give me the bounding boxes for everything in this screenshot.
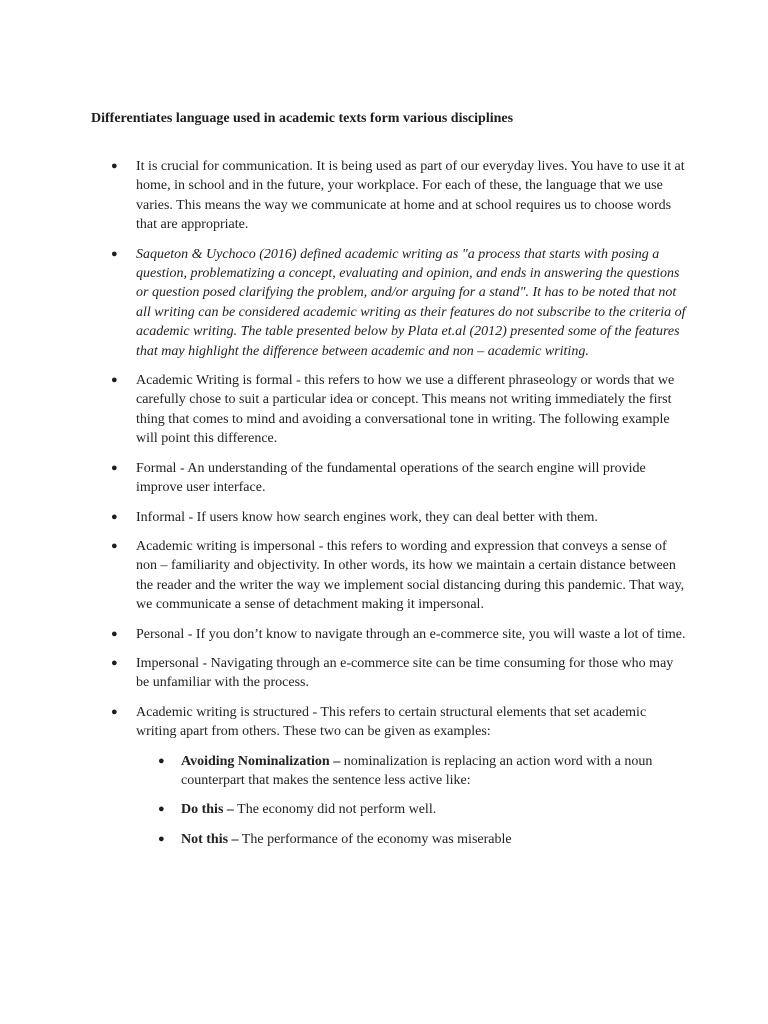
sub-list-item (136, 800, 688, 819)
list-item (91, 157, 688, 235)
list-item-text: Personal - If you don’t know to navigate through an e-commerce site, you will waste a lot of time. (136, 626, 686, 642)
bullet-icon: ● (111, 705, 118, 718)
bullet-icon: ● (111, 461, 118, 474)
list-item-text: It is crucial for communication. It is being used as part of our everyday lives. You have to use it at home, in school and in the future, your workplace. For each of these, the language that we use varies. This means the way we communicate at home and at school requires us to choose words that are appropriate. (136, 159, 685, 233)
list-item (91, 537, 688, 615)
bullet-icon: ● (111, 160, 118, 172)
bullet-icon: ● (111, 539, 118, 552)
sub-list-item (136, 830, 688, 849)
list-item (91, 508, 688, 527)
list-item-text: Academic writing is impersonal - this refers to wording and expression that conveys a sense of non – familiarity and objectivity. In other words, its how we maintain a certain distance between the reader and the writer the way we implement social distancing during this pandemic. That way, we communicate a sense of detachment making it impersonal. (136, 538, 685, 613)
bullet-icon: ● (111, 656, 118, 669)
bullet-icon: ● (111, 510, 118, 523)
sub-item-text: The performance of the economy was miserable (238, 831, 512, 847)
list-item-text: Saqueton & Uychoco (2016) defined academic writing as "a process that starts with posing a question, problematizing a concept, evaluating and opinion, and ends in answering the questions or question posed clarifying the problem, and/or arguing for a stand". It has to be noted that not all writing can be considered academic writing as their features do not subscribe to the criteria of academic writing. The table presented below by Plata et.al (2012) presented some of the features that may highlight the difference between academic and non – academic writing. (136, 246, 686, 359)
list-item (91, 703, 688, 849)
bullet-icon: ● (111, 247, 118, 260)
sub-bullet-list (136, 752, 688, 850)
sub-item-text: The economy did not perform well. (233, 802, 437, 818)
list-item-text: Academic Writing is formal - this refers to how we use a different phraseology or words that we carefully chose to suit a particular idea or concept. This means not writing immediately the first thing that comes to mind and avoiding a conversational tone in writing. The following example will point this difference. (136, 373, 675, 447)
list-item (91, 245, 688, 361)
bullet-icon: ● (158, 832, 165, 845)
bullet-icon: ● (158, 803, 165, 816)
list-item (91, 459, 688, 498)
sub-item-bold-label: Not this – (181, 831, 239, 847)
sub-item-bold-label: Avoiding Nominalization – (181, 753, 341, 769)
document-heading: Differentiates language used in academic texts form various disciplines (91, 111, 514, 126)
bullet-icon: ● (111, 627, 118, 640)
bullet-icon: ● (111, 374, 118, 387)
list-item (91, 654, 688, 693)
sub-list-item (136, 752, 688, 791)
list-item-text: Formal - An understanding of the fundamental operations of the search engine will provide improve user interface. (136, 460, 646, 496)
sub-item-text: nominalization is replacing an action word with a noun counterpart that makes the sentence less active like: (181, 753, 653, 788)
list-item-text: Impersonal - Navigating through an e-commerce site can be time consuming for those who may be unfamiliar with the process. (136, 655, 674, 691)
list-item (91, 625, 688, 644)
list-item-text: Academic writing is structured - This refers to certain structural elements that set academic writing apart from others. These two can be given as examples: (136, 704, 647, 740)
sub-item-bold-label: Do this – (181, 802, 234, 818)
list-item (91, 371, 688, 449)
bullet-icon: ● (158, 754, 165, 767)
main-bullet-list (91, 157, 688, 849)
list-item-text: Informal - If users know how search engines work, they can deal better with them. (136, 509, 598, 525)
